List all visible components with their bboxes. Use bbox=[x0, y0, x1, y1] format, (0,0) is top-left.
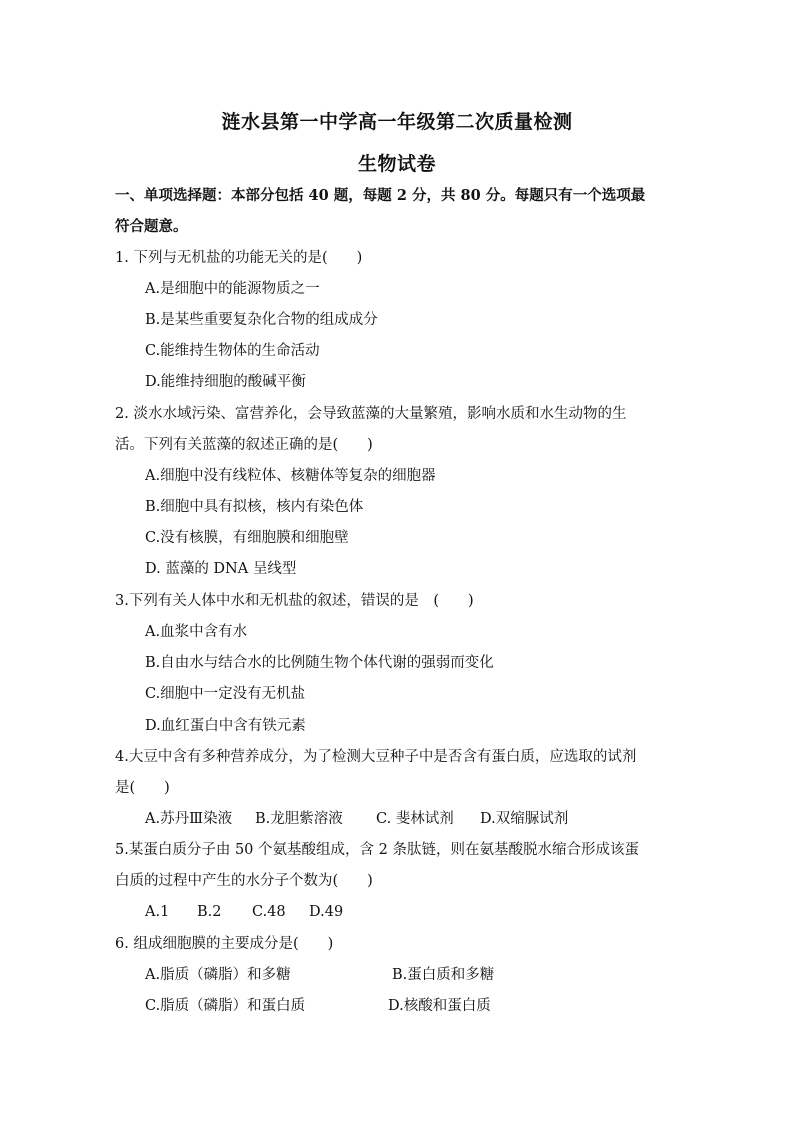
question-2-option-b: B.细胞中具有拟核，核内有染色体 bbox=[145, 499, 364, 515]
question-2-option-c: C.没有核膜，有细胞膜和细胞壁 bbox=[145, 530, 349, 546]
question-4-option-c: C. 斐林试剂 bbox=[376, 811, 454, 827]
question-2-stem-cont: 活。下列有关蓝藻的叙述正确的是( ) bbox=[115, 437, 373, 453]
question-5-option-c: C.48 bbox=[252, 904, 286, 920]
exam-subtitle: 生物试卷 bbox=[357, 153, 436, 175]
question-3-option-c: C.细胞中一定没有无机盐 bbox=[145, 686, 306, 702]
question-4-option-d: D.双缩脲试剂 bbox=[480, 811, 569, 827]
question-6-option-d: D.核酸和蛋白质 bbox=[388, 998, 491, 1014]
question-5-stem-cont: 白质的过程中产生的水分子个数为( ) bbox=[115, 873, 373, 889]
question-4-option-b: B.龙胆紫溶液 bbox=[255, 811, 343, 827]
section-heading-cont: 符合题意。 bbox=[115, 218, 188, 235]
question-6-stem: 6. 组成细胞膜的主要成分是( ) bbox=[115, 936, 334, 952]
question-4-stem: 4.大豆中含有多种营养成分，为了检测大豆种子中是否含有蛋白质，应选取的试剂 bbox=[115, 749, 637, 765]
question-1-stem: 1. 下列与无机盐的功能无关的是( ) bbox=[115, 250, 363, 266]
question-2-stem: 2. 淡水水域污染、富营养化，会导致蓝藻的大量繁殖，影响水质和水生动物的生 bbox=[115, 406, 627, 422]
question-3-option-b: B.自由水与结合水的比例随生物个体代谢的强弱而变化 bbox=[145, 655, 494, 671]
question-4-option-a: A.苏丹Ⅲ染液 bbox=[145, 811, 233, 827]
question-5-option-b: B.2 bbox=[197, 904, 222, 920]
question-5-stem: 5.某蛋白质分子由 50 个氨基酸组成，含 2 条肽链，则在氨基酸脱水缩合形成该蛋 bbox=[115, 842, 639, 858]
question-3-option-d: D.血红蛋白中含有铁元素 bbox=[145, 718, 306, 734]
question-5-option-d: D.49 bbox=[309, 904, 344, 920]
question-2-option-a: A.细胞中没有线粒体、核糖体等复杂的细胞器 bbox=[145, 468, 436, 484]
question-3-stem: 3.下列有关人体中水和无机盐的叙述，错误的是 ( ) bbox=[115, 593, 474, 609]
question-1-option-c: C.能维持生物体的生命活动 bbox=[145, 343, 320, 359]
question-3-option-a: A.血浆中含有水 bbox=[145, 624, 248, 640]
question-6-option-c: C.脂质（磷脂）和蛋白质 bbox=[145, 998, 306, 1014]
question-5-option-a: A.1 bbox=[145, 904, 170, 920]
section-heading: 一、单项选择题：本部分包括 40 题，每题 2 分，共 80 分。每题只有一个选项最 bbox=[115, 187, 646, 204]
question-2-option-d: D. 蓝藻的 DNA 呈线型 bbox=[145, 561, 297, 577]
question-6-option-a: A.脂质（磷脂）和多糖 bbox=[145, 967, 291, 983]
question-1-option-d: D.能维持细胞的酸碱平衡 bbox=[145, 374, 306, 390]
question-1-option-a: A.是细胞中的能源物质之一 bbox=[145, 281, 320, 297]
question-1-option-b: B.是某些重要复杂化合物的组成成分 bbox=[145, 312, 378, 328]
exam-title: 涟水县第一中学高一年级第二次质量检测 bbox=[221, 111, 573, 133]
question-4-stem-cont: 是( ) bbox=[115, 780, 170, 796]
question-6-option-b: B.蛋白质和多糖 bbox=[392, 967, 495, 983]
